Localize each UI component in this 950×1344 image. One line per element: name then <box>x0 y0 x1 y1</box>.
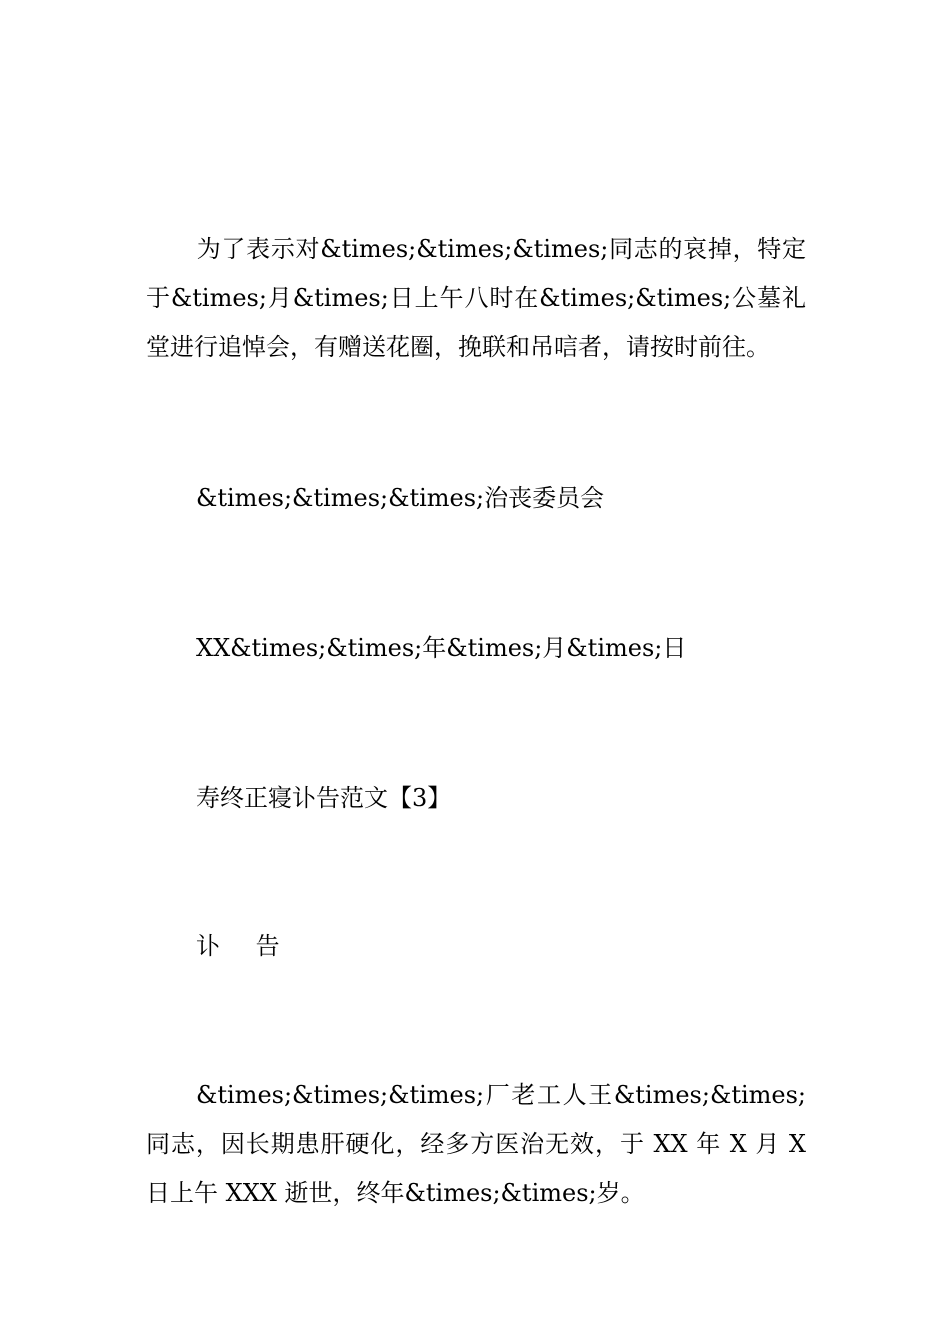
notice-title: 讣 告 <box>196 932 294 960</box>
memorial-announcement-paragraph <box>146 225 806 372</box>
date-line: XX&times;&times;年&times;月&times;日 <box>196 634 687 662</box>
committee-signature: &times;&times;&times;治丧委员会 <box>196 484 605 512</box>
obituary-text: &times;&times;&times;厂老工人王&times;&times;同志，因长期患肝硬化，经多方医治无效，于 XX 年 X 月 X 日上午 XXX 逝世，终年&times;&times;岁。 <box>146 1081 806 1207</box>
obituary-paragraph <box>146 1071 806 1218</box>
section-heading: 寿终正寝讣告范文【3】 <box>196 784 452 812</box>
memorial-announcement-text: 为了表示对&times;&times;&times;同志的哀掉，特定于&times;月&times;日上午八时在&times;&times;公墓礼堂进行追悼会，有赠送花圈，挽联和吊唁者，请按时前往。 <box>146 235 806 361</box>
